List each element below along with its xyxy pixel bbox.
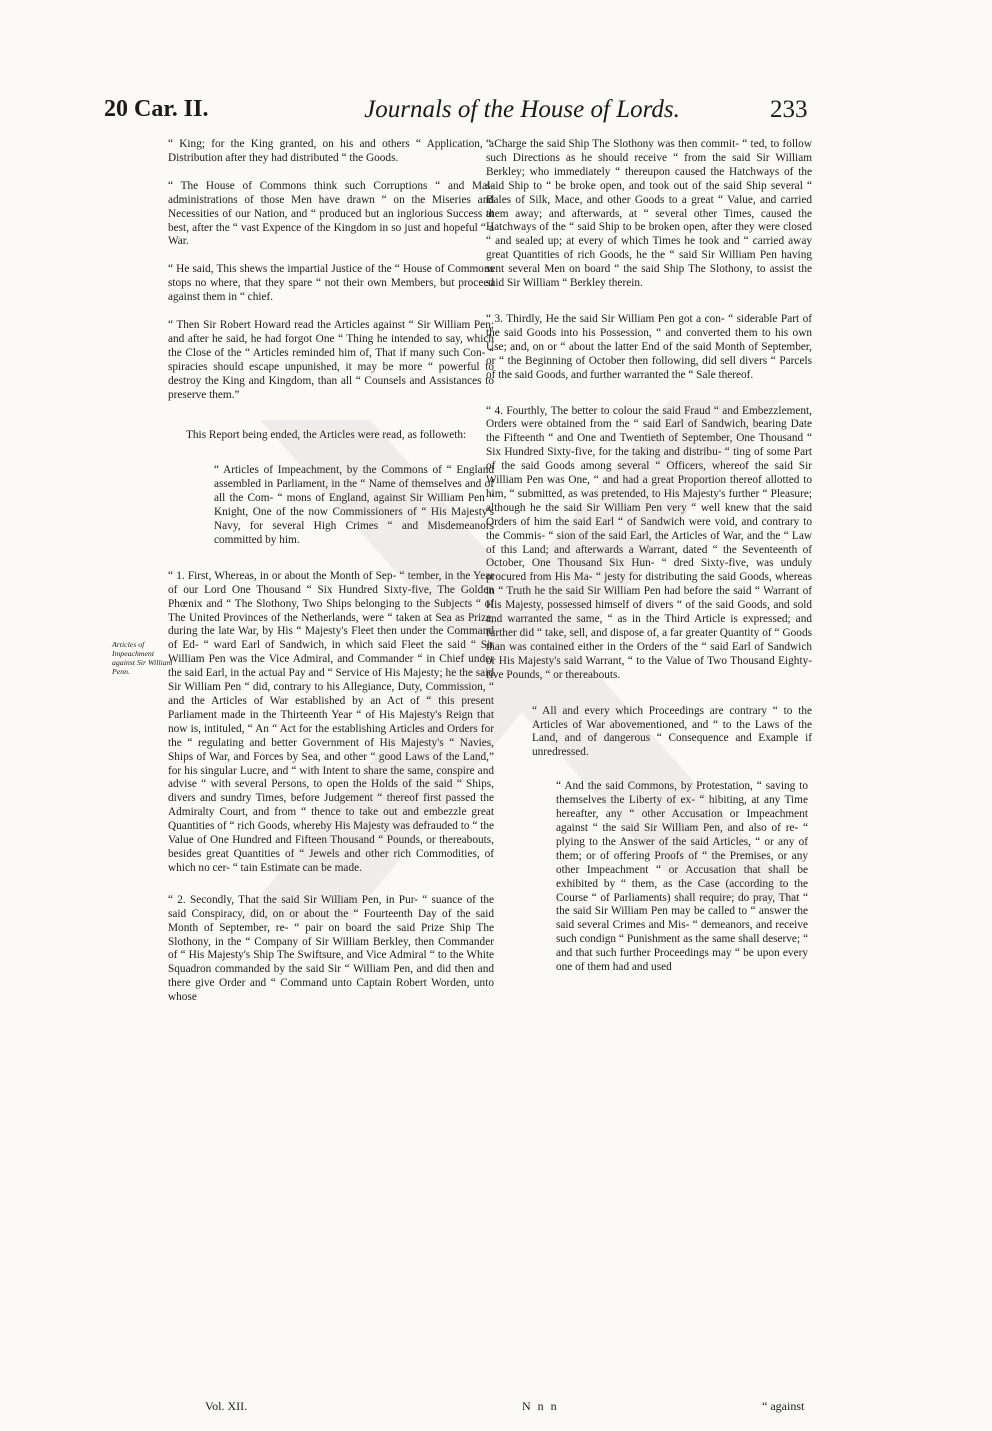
- paragraph: “ Charge the said Ship The Slothony was then commit- “ ted, to follow such Directions as he should receive “ from the said Sir William Berkley; who immediately “ thereupon caused the Hatchways of the said Ship to “ be broke open, and took out of the said Ship several “ Bales of Silk, Mace, and other Goods to a great “ Value, and carried them away; and afterwards, at “ several other Times, caused the Hatchways of the “ said Ship to be broken open, after they were closed “ and sealed up; at every of which Times he took and “ carried away great Quantities of rich Goods, he the “ said Sir William Pen having sent several Men on board “ the said Ship The Slothony, to assist the said Sir William “ Berkley therein.: [486, 138, 812, 290]
- article-1: “ 1. First, Whereas, in or about the Month of Sep- “ tember, in the Year of our Lord One Thousand “ Six Hundred Sixty-five, The Golden Phœnix and “ The Slothony, Two Ships belonging to the Subjects “ of The United Provinces of the Netherlands, were “ taken at Sea as Prize, during the late War, by His “ Majesty's Fleet then under the Command of Ed- “ ward Earl of Sandwich, in which said Fleet the said “ Sir William Pen was the Vice Admiral, and Commander “ in Chief under the said Earl, in the actual Pay and “ Service of His Majesty; he the said Sir William Pen “ did, contrary to his Allegiance, Duty, Commission, “ and the Articles of War established by an Act of “ this present Parliament made in the Thirteenth Year “ of His Majesty's Reign that now is, intituled, “ An “ Act for the establishing Articles and Orders for the “ regulating and better Government of His Majesty's “ Navies, Ships of War, and Forces by Sea, and other “ good Laws of the Land,” for his singular Lucre, and “ with Intent to share the same, conspire and advise “ with several Persons, to open the Holds of the said “ Ships, divers and sundry Times, before Judgement “ thereof first passed the Admiralty Court, and from “ thence to take out and embezzle great Quantities of “ rich Goods, whereby His Majesty was defrauded to “ the Value of One Hundred and Fifteen Thousand “ Pounds, or thereabouts, besides great Quantities of “ Jewels and other rich Commodities, of which no cer- “ tain Estimate can be made.: [168, 569, 494, 874]
- page-number: 233: [770, 96, 808, 123]
- summary-paragraph: “ All and every which Proceedings are contrary “ to the Articles of War abovementioned, and “ to the Laws of the Land, and of dangerous “ Consequence and Example if unredressed.: [532, 704, 812, 759]
- paragraph: This Report being ended, the Articles were read, as followeth:: [186, 428, 467, 441]
- paragraph: “ He said, This shews the impartial Justice of the “ House of Commons stops no where, that they spare “ not their own Members, but proceed against them in “ chief.: [168, 263, 494, 304]
- page-header: [0, 96, 992, 136]
- protestation-paragraph: “ And the said Commons, by Protestation, “ saving to themselves the Liberty of ex- “ hibiting, at any Time hereafter, any “ other Accusation or Impeachment against “ the said Sir William Pen, and also of re- “ plying to the Answer of the said Articles, “ or any of them; or of offering Proofs of “ the Premises, or any other Impeachment “ or Accusation that shall be exhibited by “ them, as the Case (according to the Course “ of Parliaments) shall require; do pray, That “ the said Sir William Pen may be called to “ answer the said several Crimes and Mis- “ demeanors, and receive such condign “ Punishment as the same shall deserve; “ and that such further Proceedings may “ be upon every one of them had and used: [556, 780, 808, 974]
- left-column: [168, 138, 494, 1019]
- regnal-year: 20 Car. II.: [104, 96, 209, 122]
- article-4: “ 4. Fourthly, The better to colour the said Fraud “ and Embezzlement, Orders were obtained from the “ said Earl of Sandwich, bearing Date the Fifteenth “ and One and Twentieth of September, One Thousand “ Six Hundred Sixty-five, for the taking and distribu- “ ting of some Part of the said Goods among several “ Officers, whereof the said Sir William Pen was One, “ and had a great Proportion thereof allotted to him, “ submitted, as was pretended, to His Majesty's further “ Pleasure; although he the said Sir William Pen very “ well knew that the said Orders of him the said Earl “ of Sandwich were void, and contrary to the Commis- “ sion of the said Earl, the Articles of War, and the “ Law of this Land; and afterwards a Warrant, dated “ the Seventeenth of October, One Thousand Six Hun- “ dred Sixty-five, was unduly procured from His Ma- “ jesty for distributing the said Goods, whereas in “ Truth he the said Sir William Pen had before the said “ Warrant of His Majesty, possessed himself of divers “ of the said Goods, and sold and warranted the same, “ as in the Third Article is expressed; and further did “ take, sell, and dispose of, a far greater Quantity of “ Goods than was contained either in the Orders of the “ said Earl of Sandwich or His Majesty's said Warrant, “ to the Value of Two Thousand Eighty-five Pounds, “ or thereabouts.: [486, 404, 812, 681]
- paragraph: “ Then Sir Robert Howard read the Articles against “ Sir William Pen; and after he said, he had forgot One “ Thing he intended to say, which the Close of the “ Articles reminded him of, That if many such Con- “ spiracies should escape unpunished, it may be more “ powerful to destroy the King and Kingdom, than all “ Counsels and Assistances to preserve them.”: [168, 319, 494, 401]
- catchword: “ against: [762, 1399, 805, 1413]
- articles-heading: “ Articles of Impeachment, by the Commons of “ England assembled in Parliament, in the “ Name of themselves and of all the Com- “ mons of England, against Sir William Pen “ Knight, One of the now Commissioners of “ His Majesty's Navy, for several High Crimes “ and Misdemeanors committed by him.: [214, 464, 494, 546]
- paragraph: “ The House of Commons think such Corruptions “ and Mal-administrations of those Men have drawn “ on the Miseries and Necessities of our Nation, and “ produced but an inglorious Success at best, after the “ vast Expence of the Kingdom in so just and hopeful “ a War.: [168, 179, 494, 248]
- right-column: [486, 138, 812, 989]
- article-2: “ 2. Secondly, That the said Sir William Pen, in Pur- “ suance of the said Conspiracy, did, on or about the “ Fourteenth Day of the said Month of September, re- “ pair on board the said Prize Ship The Slothony, in the “ Company of Sir William Berkley, then Commander of “ His Majesty's Ship The Swiftsure, and Vice Admiral “ to the White Squadron commanded by the said Sir “ William Pen, and did then and there give Order and “ Command unto Captain Robert Worden, unto whose: [168, 893, 494, 1004]
- signature-mark: N n n: [522, 1399, 559, 1413]
- paragraph: “ King; for the King granted, on his and others “ Application, a Distribution after they had distributed “ the Goods.: [168, 138, 494, 164]
- volume-number: Vol. XII.: [205, 1399, 248, 1413]
- margin-note: Articles of Impeachment against Sir William Penn.: [112, 640, 173, 676]
- article-3: “ 3. Thirdly, He the said Sir William Pen got a con- “ siderable Part of the said Goods into his Possession, “ and converted them to his own Use; and, on or “ about the latter End of the said Month of September, or “ the Beginning of October then following, did sell divers “ Parcels of the said Goods, and further warranted the “ Sale thereof.: [486, 312, 812, 381]
- journal-title: Journals of the House of Lords.: [364, 96, 680, 123]
